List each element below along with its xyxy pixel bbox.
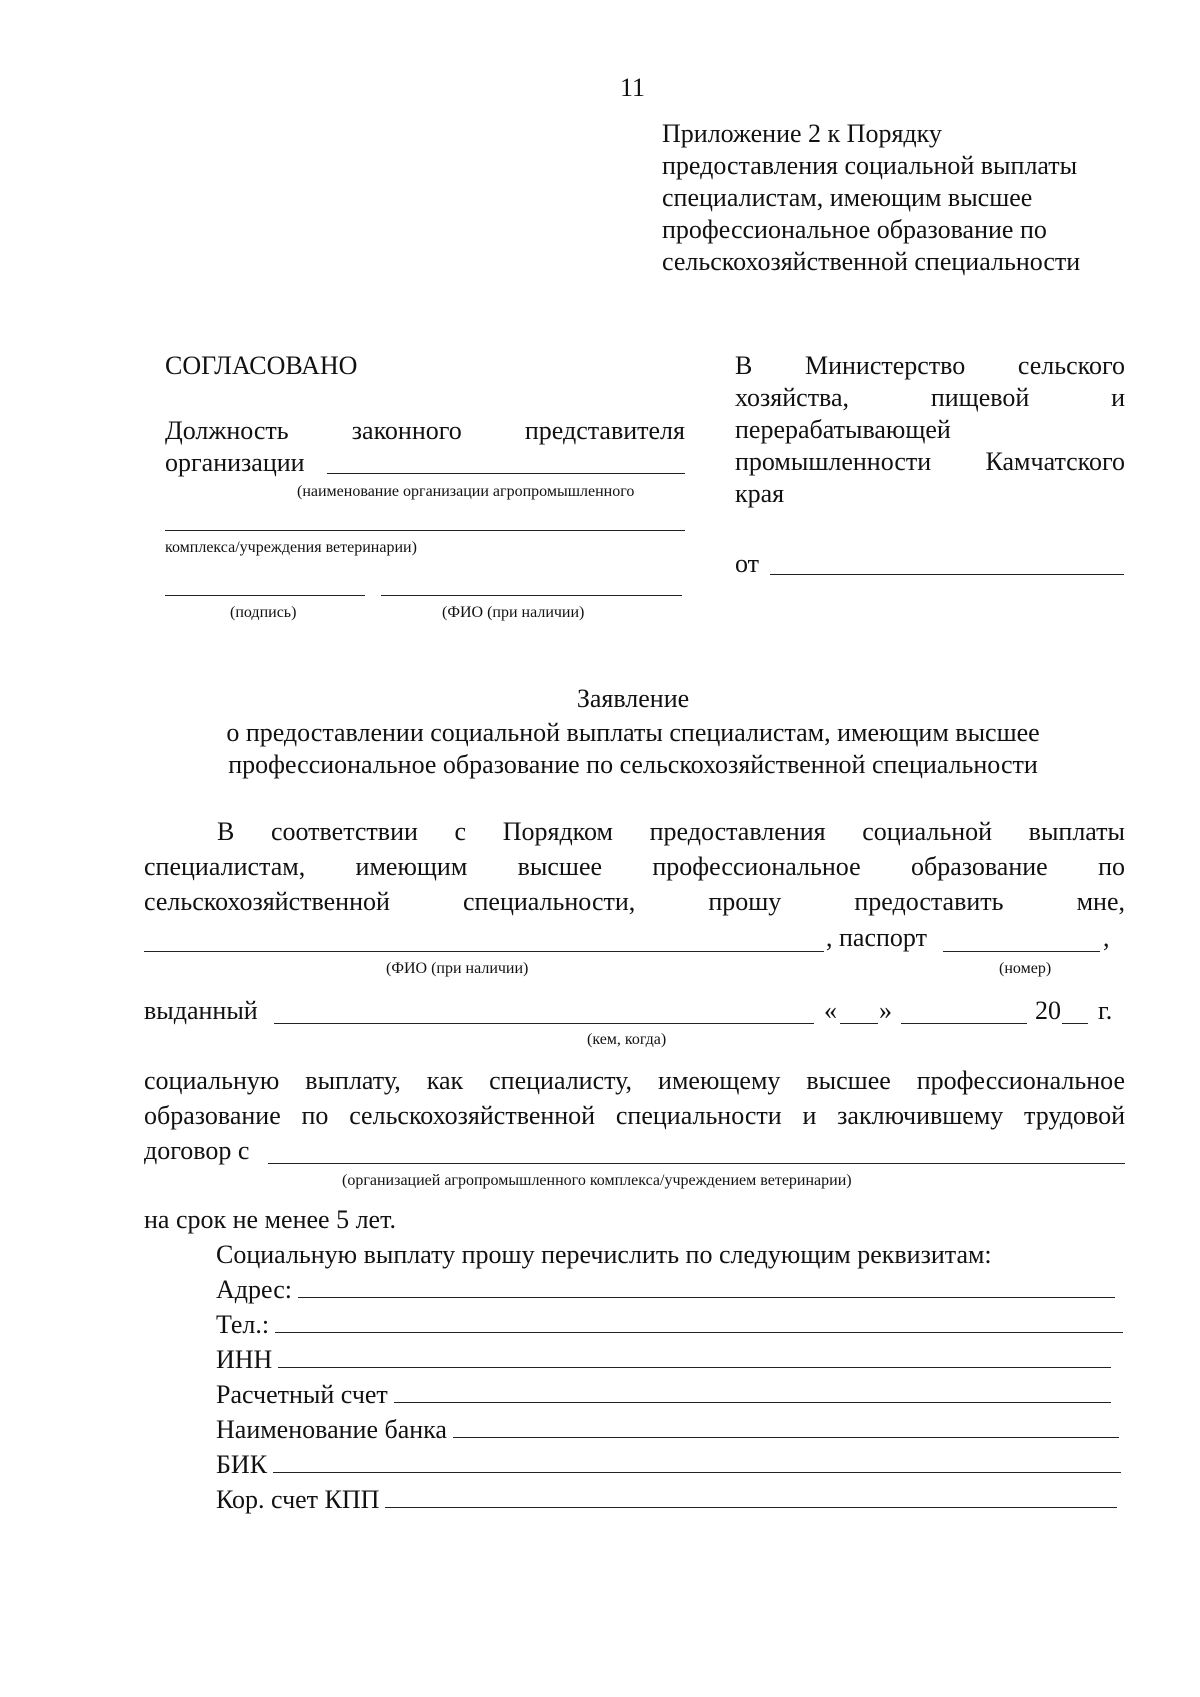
body-line: образование по сельскохозяйственной специальности и заключившему трудовой <box>144 1101 1125 1130</box>
approval-title: СОГЛАСОВАНО <box>165 351 358 380</box>
requisites-intro: Социальную выплату прошу перечислить по следующим реквизитам: <box>216 1240 992 1269</box>
page-number: 11 <box>620 73 646 102</box>
addressee-line: края <box>735 479 785 508</box>
requisite-inn <box>216 1344 1111 1376</box>
issue-month-field[interactable] <box>901 1023 1027 1024</box>
signature-field[interactable] <box>165 595 365 596</box>
account-field[interactable] <box>394 1380 1111 1403</box>
quote-close: » <box>879 996 892 1025</box>
addressee-line: В Министерство сельского <box>735 351 1125 380</box>
requisite-account <box>216 1379 1111 1411</box>
addressee-line: хозяйства, пищевой и <box>735 383 1125 412</box>
contract-org-hint: (организацией агропромышленного комплекса/учреждением ветеринарии) <box>342 1172 852 1189</box>
requisite-label: ИНН <box>216 1345 273 1374</box>
position-label: Должность законного представителя <box>165 416 685 445</box>
issued-by-field[interactable] <box>274 1023 814 1024</box>
year-suffix: г. <box>1098 996 1113 1025</box>
document-subtitle: о предоставлении социальной выплаты специалистам, имеющим высшее <box>226 718 1040 747</box>
comma: , <box>1103 923 1110 952</box>
organization-hint-2: комплекса/учреждения ветеринарии) <box>165 539 417 556</box>
contract-label: договор с <box>144 1136 250 1165</box>
fio-field[interactable] <box>381 595 682 596</box>
appendix-line: Приложение 2 к Порядку <box>662 119 942 148</box>
organization-field[interactable] <box>327 473 685 474</box>
requisite-label: Наименование банка <box>216 1415 447 1444</box>
requisite-bik <box>216 1449 1121 1481</box>
appendix-line: специалистам, имеющим высшее <box>662 183 1033 212</box>
requisite-address <box>216 1274 1115 1306</box>
issue-day-field[interactable] <box>840 1023 878 1024</box>
addressee-line: перерабатывающей <box>735 415 951 444</box>
year-prefix: 20 <box>1035 996 1061 1025</box>
from-field[interactable] <box>770 574 1124 575</box>
organization-field-2[interactable] <box>165 530 685 531</box>
bank-name-field[interactable] <box>453 1415 1119 1438</box>
requisite-label: Адрес: <box>216 1275 292 1304</box>
body-line: специалистам, имеющим высшее профессиональное образование по <box>144 852 1125 881</box>
appendix-line: профессиональное образование по <box>662 215 1047 244</box>
bik-field[interactable] <box>273 1450 1121 1473</box>
corr-account-field[interactable] <box>385 1485 1117 1508</box>
appendix-line: предоставления социальной выплаты <box>662 151 1078 180</box>
organization-label: организации <box>165 448 305 477</box>
requisite-label: БИК <box>216 1450 268 1479</box>
body-line: сельскохозяйственной специальности, прошу предоставить мне, <box>144 887 1125 916</box>
passport-number-field[interactable] <box>943 951 1100 952</box>
contract-org-field[interactable] <box>268 1163 1125 1164</box>
issued-hint: (кем, когда) <box>587 1031 667 1048</box>
fio-hint: (ФИО (при наличии) <box>442 604 585 621</box>
organization-hint: (наименование организации агропромышленного <box>297 483 635 500</box>
requisite-label: Кор. счет КПП <box>216 1485 380 1514</box>
passport-label: , паспорт <box>826 923 927 952</box>
inn-field[interactable] <box>278 1345 1111 1368</box>
applicant-fio-field[interactable] <box>144 951 824 952</box>
body-line: социальную выплату, как специалисту, имеющему высшее профессиональное <box>144 1066 1125 1095</box>
body-line: В соответствии с Порядком предоставления социальной выплаты <box>217 817 1125 846</box>
document-subtitle: профессиональное образование по сельскохозяйственной специальности <box>228 750 1038 779</box>
requisite-label: Расчетный счет <box>216 1380 388 1409</box>
requisite-bank <box>216 1414 1119 1446</box>
appendix-line: сельскохозяйственной специальности <box>662 247 1081 276</box>
addressee-line: промышленности Камчатского <box>735 447 1125 476</box>
from-label: от <box>735 549 760 578</box>
address-field[interactable] <box>298 1275 1115 1298</box>
requisite-phone <box>216 1309 1123 1341</box>
requisite-corr-account <box>216 1484 1117 1516</box>
term-text: на срок не менее 5 лет. <box>144 1205 396 1234</box>
applicant-fio-hint: (ФИО (при наличии) <box>386 960 529 977</box>
document-title: Заявление <box>576 684 690 713</box>
passport-number-hint: (номер) <box>999 960 1052 977</box>
phone-field[interactable] <box>275 1310 1123 1333</box>
quote-open: « <box>824 996 837 1025</box>
appendix-note <box>662 118 1080 278</box>
signature-hint: (подпись) <box>230 604 297 621</box>
issue-year-field[interactable] <box>1062 1023 1088 1024</box>
issued-label: выданный <box>144 996 258 1025</box>
requisite-label: Тел.: <box>216 1310 270 1339</box>
